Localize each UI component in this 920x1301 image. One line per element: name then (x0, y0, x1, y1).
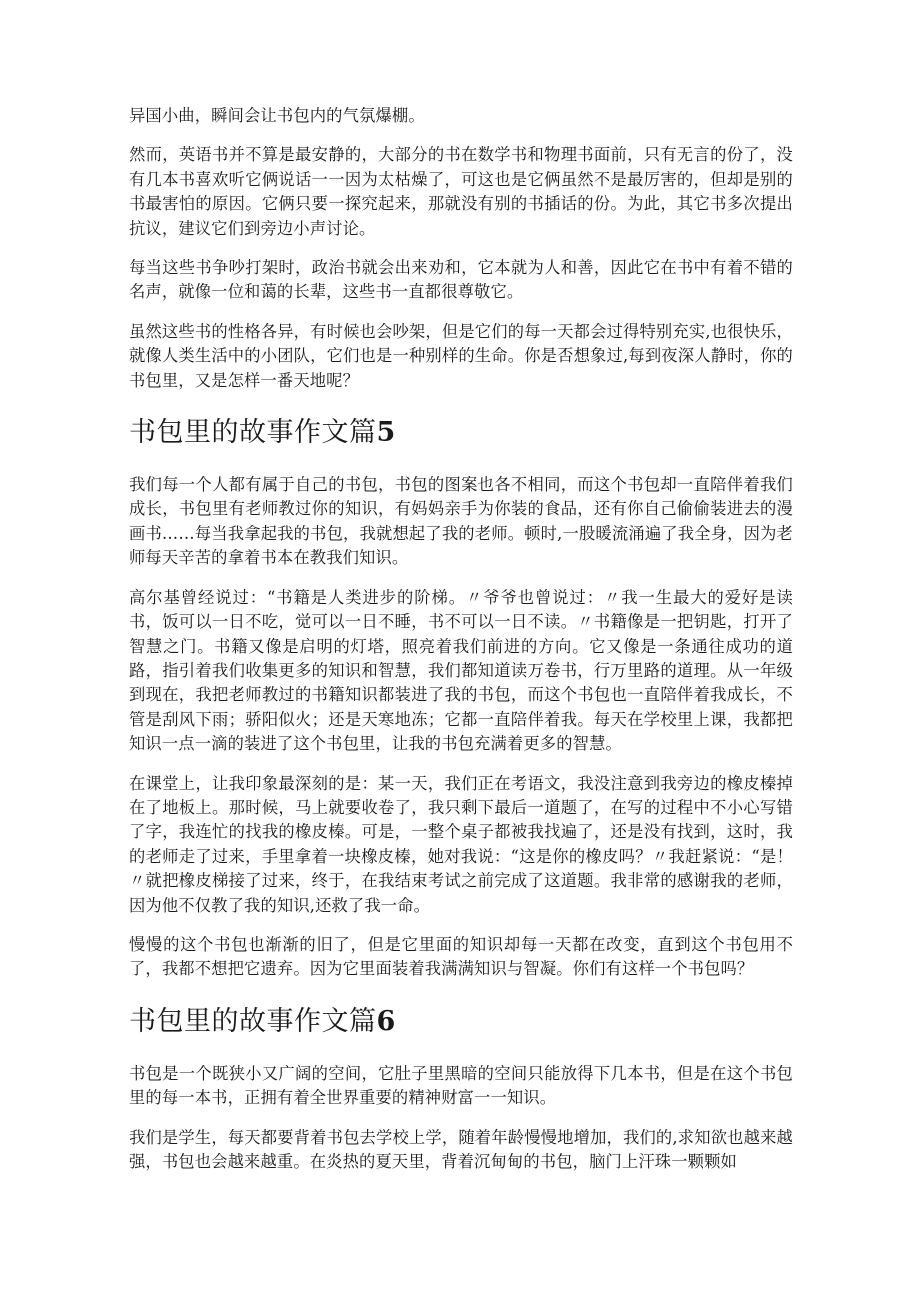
paragraph: 在课堂上，让我印象最深刻的是：某一天，我们正在考语文，我没注意到我旁边的橡皮榛掉在了地板上。那时候，马上就要收卷了，我只剩下最后一道题了，在写的过程中不小心写错了字，我连忙的找我的橡皮榛。可是，一整个桌子都被我找遍了，还是没有找到，这时，我的老师走了过来，手里拿着一块橡皮榛，她对我说：“这是你的橡皮吗？〃我赶紧说：“是！〃就把橡皮梯接了过来，终于，在我结束考试之前完成了这道题。我非常的感谢我的老师，因为他不仅教了我的知识,还救了我一命。 (129, 773, 793, 915)
paragraph: 书包是一个既狭小又广阔的空间，它肚子里黑暗的空间只能放得下几本书，但是在这个书包里的每一本书，正拥有着全世界重要的精神财富一一知识。 (129, 1063, 793, 1108)
paragraph: 然而，英语书并不算是最安静的，大部分的书在数学书和物理书面前，只有无言的份了，没有几本书喜欢听它俩说话一一因为太枯燥了，可这也是它俩虽然不是最厉害的，但却是别的书最害怕的原因。它俩只要一探究起来，那就没有别的书插话的份。为此，其它书多次提出抗议，建议它们到旁边小声讨论。 (129, 145, 793, 238)
paragraph: 我们是学生，每天都要背着书包去学校上学，随着年龄慢慢地增加，我们的,求知欲也越来越强，书包也会越来越重。在炎热的夏天里，背着沉甸甸的书包，脑门上汗珠一颗颗如 (129, 1127, 793, 1171)
paragraph: 慢慢的这个书包也渐渐的旧了，但是它里面的知识却每一天都在改变，直到这个书包用不了，我都不想把它遗弃。因为它里面装着我满满知识与智凝。你们有这样一个书包吗？ (129, 934, 793, 979)
section-heading-6 (129, 1004, 793, 1040)
heading-text: 书包里的故事作文篇 (129, 417, 377, 449)
paragraph: 高尔基曾经说过：“书籍是人类进步的阶梯。〃爷爷也曾说过：〃我一生最大的爱好是读书，饭可以一日不吃，觉可以一日不睡，书不可以一日不读。〃书籍像是一把钥匙，打开了智慧之门。书籍又像是启明的灯塔，照亮着我们前进的方向。它又像是一条通往成功的道路，指引着我们收集更多的知识和智慧，我们都知道读万卷书，行万里路的道理。从一年级到现在，我把老师教过的书籍知识都装进了我的书包，而这个书包也一直陪伴着我成长，不管是刮风下雨；骄阳似火；还是天寒地冻；它都一直陪伴着我。每天在学校里上课，我都把知识一点一滴的装进了这个书包里，让我的书包充满着更多的智慧。 (129, 587, 793, 754)
heading-number: 6 (376, 1005, 396, 1037)
paragraph: 异国小曲，瞬间会让书包内的气氛爆棚。 (129, 106, 425, 125)
paragraph: 每当这些书争吵打架时，政治书就会出来劝和，它本就为人和善，因此它在书中有着不错的名声，就像一位和蔼的长辈，这些书一直都很尊敬它。 (129, 258, 793, 302)
heading-number: 5 (376, 417, 396, 449)
document-page (129, 104, 793, 1189)
heading-text: 书包里的故事作文篇 (129, 1005, 377, 1037)
paragraph: 我们每一个人都有属于自己的书包，书包的图案也各不相同，而这个书包却一直陪伴着我们成长，书包里有老师教过你的知识，有妈妈亲手为你装的食品，还有你自己偷偷装进去的漫画书……每当我拿起我的书包，我就想起了我的老师。顿时,一股暖流涌遍了我全身，因为老师每天辛苦的拿着书本在教我们知识。 (129, 475, 793, 568)
section-heading-5 (129, 415, 793, 451)
paragraph: 虽然这些书的性格各异，有时候也会吵架，但是它们的每一天都会过得特别充实,也很快乐，就像人类生活中的小团队，它们也是一种别样的生命。你是否想象过,每到夜深人静时，你的书包里，又是怎样一番天地呢？ (129, 321, 793, 390)
